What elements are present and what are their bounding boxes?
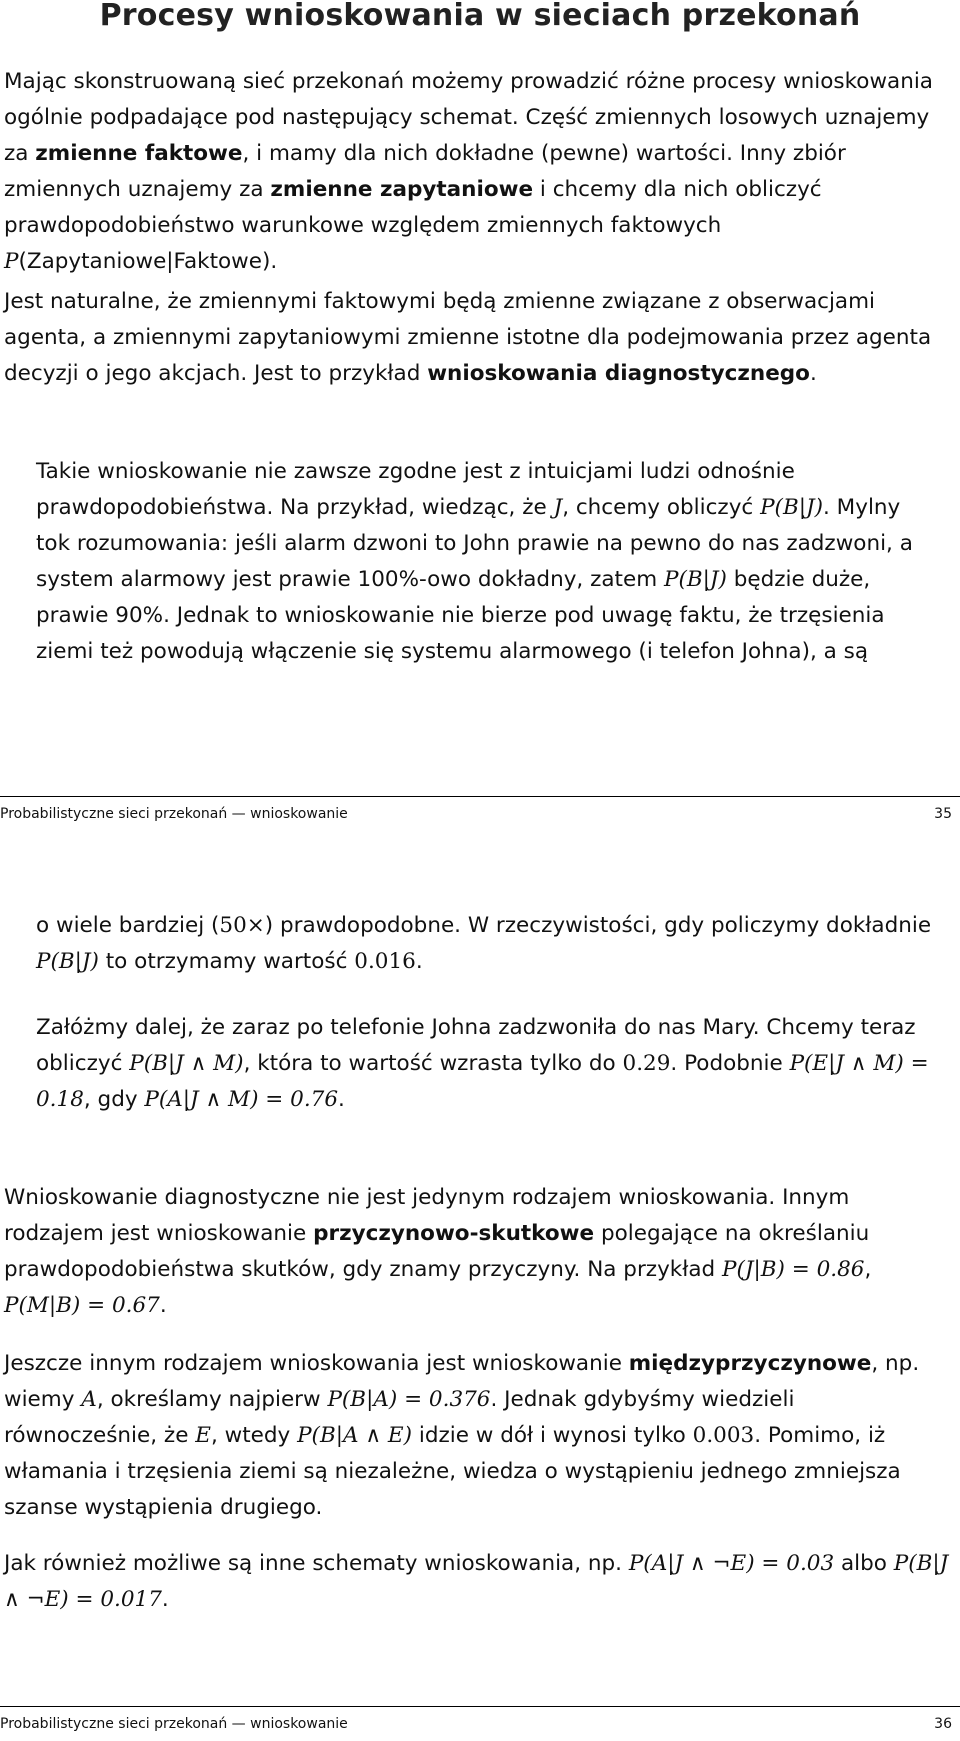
footer-label: Probabilistyczne sieci przekonań — wnioskowanie — [0, 806, 348, 822]
math: P(A|J ∧ M) = 0.76 — [144, 1087, 339, 1112]
text: , gdy — [83, 1087, 145, 1112]
math: P(E|J ∧ M) = 0.18 — [36, 1051, 929, 1112]
math: E — [195, 1423, 211, 1448]
math: J — [553, 495, 563, 520]
term-zapytaniowe: zmienne zapytaniowe — [270, 177, 534, 202]
text: , chcemy obliczyć — [562, 495, 761, 520]
text: o wiele bardziej ( — [36, 913, 220, 938]
term-causal: przyczynowo-skutkowe — [313, 1221, 595, 1246]
text: Mając skonstruowaną sieć przekonań możemy prowadzić różne procesy wnioskowania ogólnie podpadające pod następujący schemat. Część zmiennych losowych uznajemy za — [4, 69, 933, 166]
math: P(B|J) — [760, 495, 823, 520]
slide-footer — [0, 796, 960, 822]
footer-rule — [0, 1706, 960, 1707]
text: . — [338, 1087, 345, 1112]
math: P(B|J ∧ M) — [129, 1051, 244, 1076]
page-number: 35 — [934, 806, 952, 822]
text: to otrzymamy wartość — [98, 949, 355, 974]
slide-title: Procesy wnioskowania w sieciach przekonań — [99, 0, 861, 33]
paragraph-diagnostic — [4, 284, 954, 392]
math: 0.29 — [622, 1051, 671, 1076]
math: P(B|J) — [36, 949, 99, 974]
footer-label: Probabilistyczne sieci przekonań — wnioskowanie — [0, 1716, 348, 1732]
paragraph-intercausal — [4, 1346, 954, 1526]
text: , np. wiemy — [4, 1351, 920, 1412]
math: P(M|B) = 0.67 — [4, 1293, 160, 1318]
math: 50× — [219, 913, 265, 938]
paragraph-causal — [4, 1180, 954, 1324]
paragraph-continuation — [36, 908, 936, 980]
text: polegające na określaniu prawdopodobieństwa skutków, gdy znamy przyczyny. Na przykład — [4, 1221, 870, 1282]
text: Jak również możliwe są inne schematy wnioskowania, np. — [4, 1551, 629, 1576]
math: 0.016 — [354, 949, 416, 974]
paragraph-mary — [36, 1010, 936, 1118]
slide-footer — [0, 1706, 960, 1732]
text: Jest naturalne, że zmiennymi faktowymi będą zmienne związane z obserwacjami agenta, a zmiennymi zapytaniowymi zmienne istotne dla podejmowania przez agenta decyzji o jego akcjach. Jest to przykład — [4, 289, 932, 386]
text: idzie w dół i wynosi tylko — [412, 1423, 693, 1448]
math: P(B|A ∧ E) — [297, 1423, 413, 1448]
slide-35 — [0, 0, 960, 830]
term-intercausal: międzyprzyczynowe — [628, 1351, 872, 1376]
text: . — [159, 1293, 167, 1318]
math: P(A|J ∧ ¬E) = 0.03 — [628, 1551, 835, 1576]
text: , — [864, 1257, 872, 1282]
text: . Pomimo, iż włamania i trzęsienia ziemi są niezależne, wiedza o wystąpieniu jednego zmniejsza szanse wystąpienia drugiego. — [4, 1423, 901, 1520]
page-number: 36 — [934, 1716, 952, 1732]
footer-rule — [0, 796, 960, 797]
text: . — [415, 949, 423, 974]
text: . — [161, 1587, 169, 1612]
math: A — [81, 1387, 97, 1412]
text: . Mylny tok rozumowania: jeśli alarm dzwoni to John prawie na pewno do nas zadzwoni, a system alarmowy jest prawie 100%-owo dokładny, zatem — [36, 495, 913, 592]
text: , określamy najpierw — [96, 1387, 328, 1412]
math: P(B|J ∧ ¬E) = 0.017 — [4, 1551, 949, 1612]
text: Takie wnioskowanie nie zawsze zgodne jest z intuicjami ludzi odnośnie prawdopodobieństwa. Na przykład, wiedząc, że — [36, 459, 795, 520]
paragraph-other-schemes — [4, 1546, 954, 1618]
text: i chcemy dla nich obliczyć prawdopodobieństwo warunkowe względem zmiennych faktowych — [4, 177, 822, 238]
text: . Jednak gdybyśmy wiedzieli równocześnie, że — [4, 1387, 795, 1448]
text: Załóżmy dalej, że zaraz po telefonie Johna zadzwoniła do nas Mary. Chcemy teraz obliczyć — [36, 1015, 916, 1076]
math: P(J|B) = 0.86 — [722, 1257, 865, 1282]
text: . Podobnie — [670, 1051, 790, 1076]
paragraph-intro — [4, 64, 954, 280]
math: P(B|A) = 0.376 — [327, 1387, 491, 1412]
text: Jeszcze innym rodzajem wnioskowania jest wnioskowanie — [4, 1351, 629, 1376]
term-diagnostic: wnioskowania diagnostycznego — [427, 361, 810, 386]
paragraph-intuition — [36, 454, 936, 670]
text: . — [809, 361, 817, 386]
term-faktowe: zmienne faktowe — [35, 141, 243, 166]
text: ) prawdopodobne. W rzeczywistości, gdy policzymy dokładnie — [264, 913, 932, 938]
math: P — [4, 249, 19, 274]
text: , która to wartość wzrasta tylko do — [243, 1051, 623, 1076]
text: będzie duże, prawie 90%. Jednak to wnioskowanie nie bierze pod uwagę faktu, że trzęsienia ziemi też powodują włączenie się systemu alarmowego (i telefon Johna), a są — [36, 567, 885, 664]
slide-36 — [0, 870, 960, 1741]
math: 0.003 — [692, 1423, 755, 1448]
text: , i mamy dla nich dokładne (pewne) wartości. Inny zbiór zmiennych uznajemy za — [4, 141, 846, 202]
text: albo — [834, 1551, 894, 1576]
math: P(B|J) — [663, 567, 727, 592]
text: , wtedy — [210, 1423, 298, 1448]
text: Wnioskowanie diagnostyczne nie jest jedynym rodzajem wnioskowania. Innym rodzajem jest wnioskowanie — [4, 1185, 850, 1246]
text: (Zapytaniowe|Faktowe). — [18, 249, 278, 274]
